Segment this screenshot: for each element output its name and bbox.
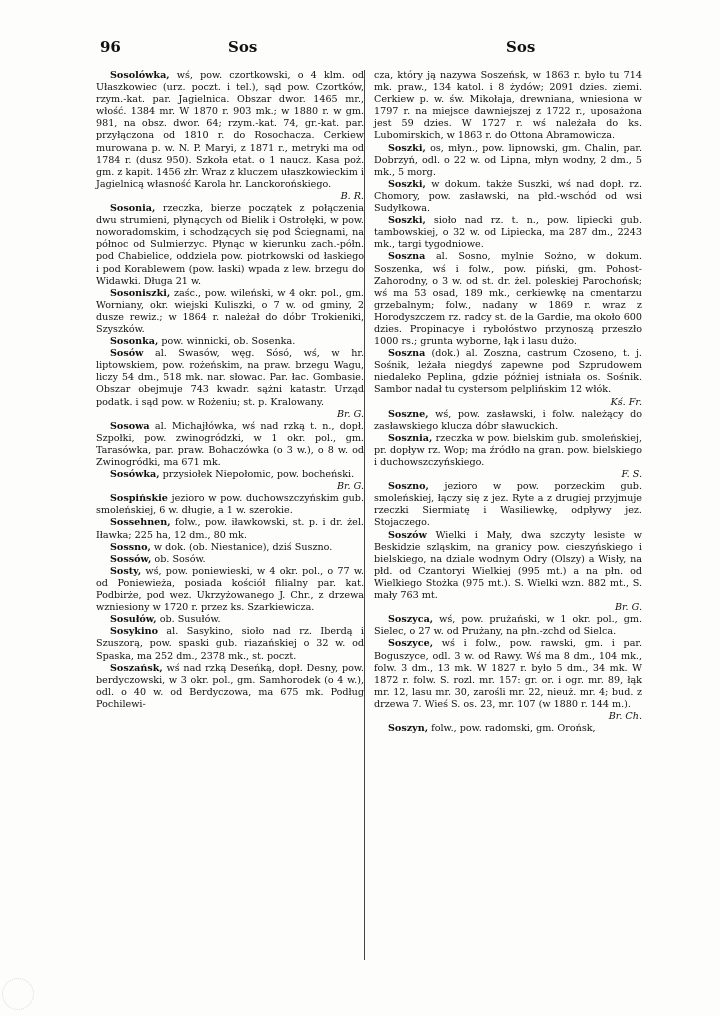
entry-headword: Soszki, (388, 142, 426, 154)
dictionary-entry (96, 493, 364, 517)
entry-headword: Sosów (110, 348, 144, 360)
entry-headword: Soszne, (388, 408, 429, 420)
left-running-head: Sos (228, 38, 258, 56)
dictionary-entry (96, 288, 364, 336)
left-column (96, 70, 364, 711)
entry-text: wś, pow. prużański, w 1 okr. pol., gm. Sielec, o 27 w. od Prużany, na płn.-zchd od Sielca. (374, 614, 642, 638)
entry-text: sioło nad rz. t. n., pow. lipiecki gub. tambowskiej, o 32 w. od Lipiecka, ma 287 dm., 2243 mk., targi tygodniowe. (374, 215, 642, 251)
dictionary-entry (374, 143, 642, 179)
entry-text: Wielki i Mały, dwa szczyty lesiste w Beskidzie szląskim, na granicy pow. cieszyńskiego i bielskiego, na dziale wodnym Odry (Olszy) a Wisły, na płd. od Czantoryi Wielkiej (995 mt.) a na płn. od Wielkiego Stożka (975 mt.). S. Wielki wzn. 882 mt., S. mały 763 mt. (374, 529, 642, 602)
dictionary-entry (96, 336, 364, 348)
entry-author: B. R. (340, 190, 364, 202)
dictionary-entry (96, 663, 364, 711)
entry-text: al. Sasykino, sioło nad rz. Iberdą i Szuszorą, pow. spaski gub. riazańskiej o 32 w. od Spaska, ma 252 dm., 2378 mk., st. poczt. (96, 626, 364, 662)
entry-text: wś, pow. czortkowski, o 4 klm. od Ułaszkowiec (urz. poczt. i tel.), sąd pow. Czortków, rzym.-kat. par. Jagielnica. Obszar dwor. 1465 mr., włość. 1384 mr. W 1870 r. 903 mk.; w 1880 r. w gm. 981, na obsz. dwor. 64; rzym.-kat. 74, gr.-kat. par. przyłączona od 1810 r. do Rosochacza. Cerkiew murowana p. w. N. P. Maryi, z 1871 r., metryki ma od 1784 r. (dusz 950). Szkoła etat. o 1 naucz. Kasa poż. gm. z kapit. 1456 złr. Wraz z kluczem ułaszkowieckim i Jagielnicą własność Karola hr. Lanckorońskiego. (96, 70, 364, 190)
entry-headword: Soszki, (388, 215, 426, 227)
entry-text: al. Michajłówka, wś nad rzką t. n., dopł. Szpołki, pow. zwinogródzki, w 1 okr. pol., gm. Tarasówka, par. praw. Bohaczówka (o 3 w.), o 8 w. od Zwinogródki, ma 671 mk. (96, 420, 364, 468)
entry-text: pow. winnicki, ob. Sosenka. (161, 336, 296, 348)
entry-text: wś nad rzką Deseńką, dopł. Desny, pow. berdyczowski, w 3 okr. pol., gm. Samhorodek (o 4 w.), odl. o 40 w. od Berdyczowa, ma 675 mk. Podług Pochilewi- (96, 662, 364, 710)
dictionary-entry (374, 409, 642, 433)
entry-headword: Sosykino (110, 626, 158, 638)
dictionary-entry (374, 638, 642, 723)
entry-headword: Soszki, (388, 178, 426, 190)
entry-author: F. S. (621, 469, 642, 481)
entry-headword: Soszyn, (388, 723, 429, 735)
entry-author: Br. Ch. (608, 710, 642, 722)
right-running-head: Sos (506, 38, 536, 56)
entry-text: (dok.) al. Zoszna, castrum Czoseno, t. j. Sośnik, leżała niegdyś zapewne pod Szprudowem niedaleko Peplina, gdzie później istniała os. Sośnik. Sambor nadał tu cystersom pelplińskim 12 włók. (374, 348, 642, 396)
entry-text: ob. Sosów. (154, 553, 206, 565)
dictionary-entry (96, 469, 364, 493)
dictionary-entry (374, 723, 642, 735)
page-number: 96 (100, 38, 121, 56)
entry-headword: Sosonka, (110, 336, 159, 348)
dictionary-entry (374, 251, 642, 348)
dictionary-entry (96, 348, 364, 421)
entry-headword: Sosolówka, (110, 70, 170, 81)
dictionary-entry (374, 614, 642, 638)
dictionary-entry (96, 554, 364, 566)
entry-text: jezioro w pow. duchowszczyńskim gub. smoleńskiej, 6 w. długie, a 1 w. szerokie. (96, 493, 364, 517)
entry-text: jezioro w pow. porzeckim gub. smoleńskiej, łączy się z jez. Ryte a z drugiej przyjmuje rzeczki Siermiatę i Wasiliewkę, odpływy jez. Stojaczego. (374, 481, 642, 529)
entry-headword: Soszów (388, 529, 427, 541)
page-header (0, 38, 720, 58)
entry-headword: Sosty, (110, 565, 142, 577)
right-column (374, 70, 642, 735)
dictionary-entry (96, 421, 364, 469)
entry-headword: Sossów, (110, 553, 152, 565)
entry-headword: Sosznia, (388, 432, 433, 444)
entry-headword: Sospińskie (110, 493, 168, 505)
dictionary-entry (96, 542, 364, 554)
entry-headword: Sosoniszki, (110, 287, 171, 299)
entry-text: folw., pow. iławkowski, st. p. i dr. żel. Iławka; 225 ha, 12 dm., 80 mk. (96, 517, 364, 541)
entry-author: Br. G. (336, 408, 364, 420)
dictionary-entry (374, 215, 642, 251)
entry-text: ob. Susułów. (159, 614, 221, 626)
dictionary-entry (374, 530, 642, 615)
entry-headword: Soszyca, (388, 614, 434, 626)
entry-text: al. Sosno, mylnie Sożno, w dokum. Soszenka, wś i folw., pow. piński, gm. Pohost-Zahorodny, o 3 w. od st. dr. żel. poleskiej Parochońsk; wś ma 53 osad, 189 mk., cerkiewkę na cmentarzu grzebalnym; folw., nadany w 1869 r. wraz z Horodyszczem rz. radcy st. de la Gardie, ma około 600 dzies. Propinacye i rybołóstwo przynoszą przeszło 1000 rs.; grunta wyborne, łąk i lasu dużo. (374, 251, 642, 348)
dictionary-entry (96, 517, 364, 541)
entry-author: Br. G. (336, 481, 364, 493)
dictionary-entry (96, 566, 364, 614)
entry-text: w dok. (ob. Niestanice), dziś Suszno. (153, 541, 333, 553)
dictionary-entry (96, 614, 364, 626)
dictionary-entry (96, 203, 364, 288)
dictionary-entry (374, 433, 642, 481)
dictionary-entry (96, 70, 364, 203)
entry-author: Br. G. (614, 602, 642, 614)
entry-headword: Soszańsk, (110, 662, 163, 674)
entry-headword: Sosułów, (110, 614, 157, 626)
column-divider (364, 70, 365, 960)
entry-text: wś, pow. poniewieski, w 4 okr. pol., o 77 w. od Poniewieża, posiada kościół filialny par. kat. Podbirże, pod wez. Ukrzyżowanego J. Chr., z drzewa wzniesiony w 1720 r. przez ks. Szarkiewicza. (96, 565, 364, 614)
entry-headword: Sosonia, (110, 203, 156, 215)
dictionary-entry (374, 481, 642, 529)
entry-text: wś, pow. zasławski, i folw. należący do zasławskiego klucza dóbr sławuckich. (374, 408, 642, 432)
dictionary-entry (374, 348, 642, 408)
entry-text: przysiołek Niepołomic, pow. bocheński. (162, 469, 355, 481)
dictionary-entry (96, 626, 364, 662)
entry-headword: Sossehnen, (110, 517, 171, 529)
entry-headword: Soszyce, (388, 638, 434, 650)
library-stamp-mark (2, 978, 34, 1010)
entry-author: Kś. Fr. (610, 396, 642, 408)
dictionary-entry (374, 179, 642, 215)
entry-headword: Sosówka, (110, 469, 160, 481)
entry-text: rzeczka, bierze początek z połączenia dwu strumieni, płynących od Bielik i Ostrołęki, w pow. noworadomskim, i schodzących się pod Ściegnami, na północ od Sulmierzyc. Płynąc w kierunku zach.-półn. pod Chabielice, oddziela pow. piotrkowski od łaskiego i pod Korablewem (pow. łaski) wpada z lew. brzegu do Widawki. Długa 21 w. (96, 203, 364, 287)
entry-headword: Soszna (388, 348, 426, 360)
entry-text: wś i folw., pow. rawski, gm. i par. Boguszyce, odl. 3 w. od Rawy. Wś ma 8 dm., 104 mk., folw. 3 dm., 13 mk. W 1827 r. było 5 dm., 34 mk. W 1872 r. folw. S. rozl. mr. 157: gr. or. i ogr. mr. 89, łąk mr. 12, lasu mr. 30, zarośli mr. 22, nieuż. mr. 4; bud. z drzewa 7. Wieś S. os. 23, mr. 107 (w 1880 r. 144 m.). (374, 638, 642, 710)
entry-text: zaśc., pow. wileński, w 4 okr. pol., gm. Worniany, okr. wiejski Kuliszki, o 7 w. od gminy, 2 dusze rewiz.; w 1864 r. należał do dóbr Trokieniki, Szyszków. (96, 287, 364, 335)
dictionary-entry (374, 70, 642, 143)
entry-text: al. Swasów, węg. Sósó, wś, w hr. liptowskiem, pow. rożeńskim, na praw. brzegu Wagu, liczy 54 dm., 518 mk. nar. słowac. Par. łac. Gombasie. Obszar obejmuje 743 kwadr. sążni katastr. Urząd podatk. i sąd pow. w Rożeniu; st. p. Kralowany. (96, 348, 364, 408)
entry-text: w dokum. także Suszki, wś nad dopł. rz. Chomory, pow. zasławski, na płd.-wschód od wsi Sudyłkowa. (374, 178, 642, 215)
entry-headword: Sosowa (110, 420, 150, 432)
entry-headword: Sossno, (110, 541, 151, 553)
entry-headword: Soszna (388, 251, 426, 263)
entry-headword: Soszno, (388, 481, 429, 493)
entry-text: os, młyn., pow. lipnowski, gm. Chalin, par. Dobrzyń, odl. o 22 w. od Lipna, młyn wodny, 2 dm., 5 mk., 5 morg. (374, 142, 642, 178)
entry-text: folw., pow. radomski, gm. Orońsk, (431, 723, 596, 735)
entry-text: rzeczka w pow. bielskim gub. smoleńskiej, pr. dopływ rz. Wop; ma źródło na gran. pow. bielskiego i duchowszczyńskiego. (374, 432, 643, 468)
entry-text: cza, który ją nazywa Soszeńsk, w 1863 r. było tu 714 mk. praw., 134 katol. i 8 żydów; 2091 dzies. ziemi. Cerkiew p. w. św. Mikołaja, drewniana, wniesiona w 1797 r. na miejsce dawniejszej z 1722 r., uposażona jest 59 dzies. W 1727 r. wś należała do ks. Lubomirskich, w 1863 r. do Ottona Abramowicza. (374, 70, 642, 142)
